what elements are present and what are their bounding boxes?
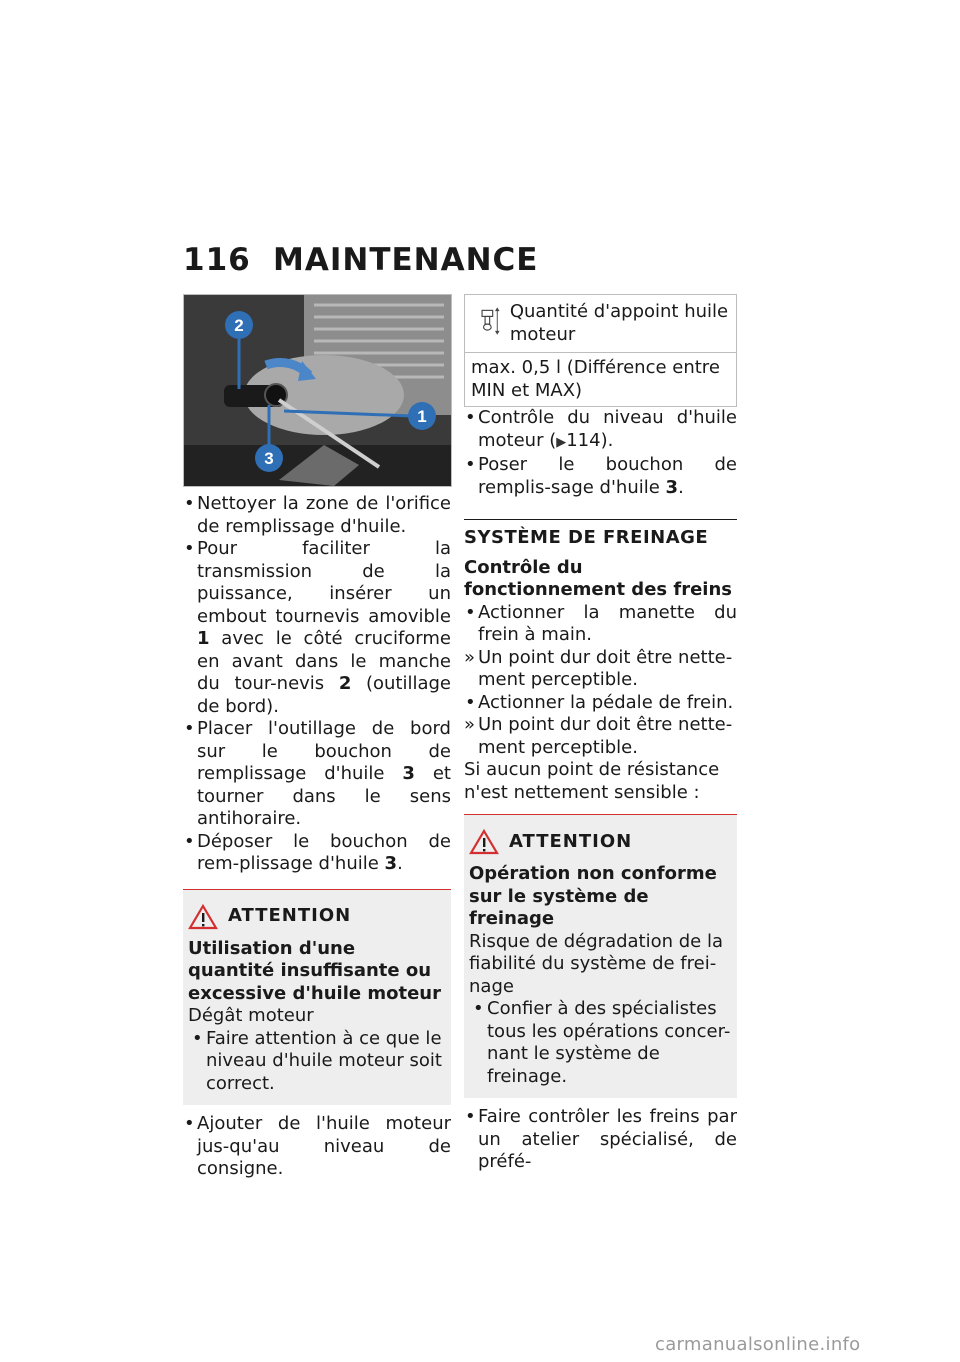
warning-subtitle: Opération non conforme sur le système de freinage [469,863,717,929]
spec-value: max. 0,5 l (Différence entre MIN et MAX) [471,357,720,401]
result-item: » Un point dur doit être nette-ment perceptible. [464,647,737,692]
warning-subtitle: Utilisation d'une quantité insuffisante ou excessive d'huile moteur [188,937,441,1004]
callout-2: 2 [234,316,244,335]
page-header [183,242,538,278]
warning-action: • Confier à des spécialistes tous les opérations concer-nant le système de freinage. [469,998,732,1088]
list-item: • Ajouter de l'huile moteur jus-qu'au niveau de consigne. [183,1113,451,1181]
right-last-list [464,1106,737,1174]
list-item: • Poser le bouchon de remplis-sage d'huile 3. [464,454,737,499]
spec-box [464,294,737,407]
left-column [183,294,451,1181]
list-item: • Actionner la pédale de frein. [464,692,737,715]
warning-triangle-icon [469,829,499,855]
section-subtitle: Contrôle du fonctionnement des freins [464,556,732,600]
callout-1: 1 [417,407,427,426]
list-item: • Actionner la manette du frein à main. [464,602,737,647]
watermark: carmanualsonline.info [655,1334,861,1355]
page-title: MAINTENANCE [273,242,539,278]
spec-label: Quantité d'appoint huile moteur [509,301,729,345]
warning-action: • Faire attention à ce que le niveau d'huile moteur soit correct. [188,1028,446,1096]
list-item: • Pour faciliter la transmission de la puissance, insérer un embout tournevis amovible 1 avec le côté cruciforme en avant dans le manche du tour-nevis 2 (outillage de bord). [183,538,451,718]
list-item: • Placer l'outillage de bord sur le bouchon de remplissage d'huile 3 et tourner dans le sens antihoraire. [183,718,451,831]
oil-can-icon [479,301,502,341]
warning-box-brakes [464,814,737,1098]
warning-heading [469,829,732,855]
section-title: SYSTÈME DE FREINAGE [464,519,737,550]
right-step-list [464,407,737,499]
list-item: • Déposer le bouchon de rem-plissage d'huile 3. [183,831,451,876]
callout-3: 3 [264,449,274,468]
warning-heading [188,904,446,930]
warning-box-oil [183,889,451,1106]
oil-filler-illustration [184,295,451,486]
warning-consequence: Dégât moteur [188,1005,314,1026]
page-ref-arrow-icon[interactable]: ▶ [556,434,567,450]
warning-triangle-icon [188,904,218,930]
oil-filler-photo [183,294,452,487]
page-number: 116 [183,242,251,278]
warning-title: ATTENTION [228,905,352,927]
list-item: • Contrôle du niveau d'huile moteur (▶114). [464,407,737,454]
result-item: » Un point dur doit être nette-ment perceptible. [464,714,737,759]
list-item: • Faire contrôler les freins par un atelier spécialisé, de préfé- [464,1106,737,1174]
warning-title: ATTENTION [509,830,633,852]
right-column [464,294,737,1174]
section-note: Si aucun point de résistance n'est nettement sensible : [464,759,720,803]
left-after-list [183,1113,451,1181]
left-step-list [183,493,451,876]
page-reference[interactable]: 114 [566,429,601,451]
warning-consequence: Risque de dégradation de la fiabilité du système de frei-nage [469,930,724,997]
list-item: • Nettoyer la zone de l'orifice de remplissage d'huile. [183,493,451,538]
